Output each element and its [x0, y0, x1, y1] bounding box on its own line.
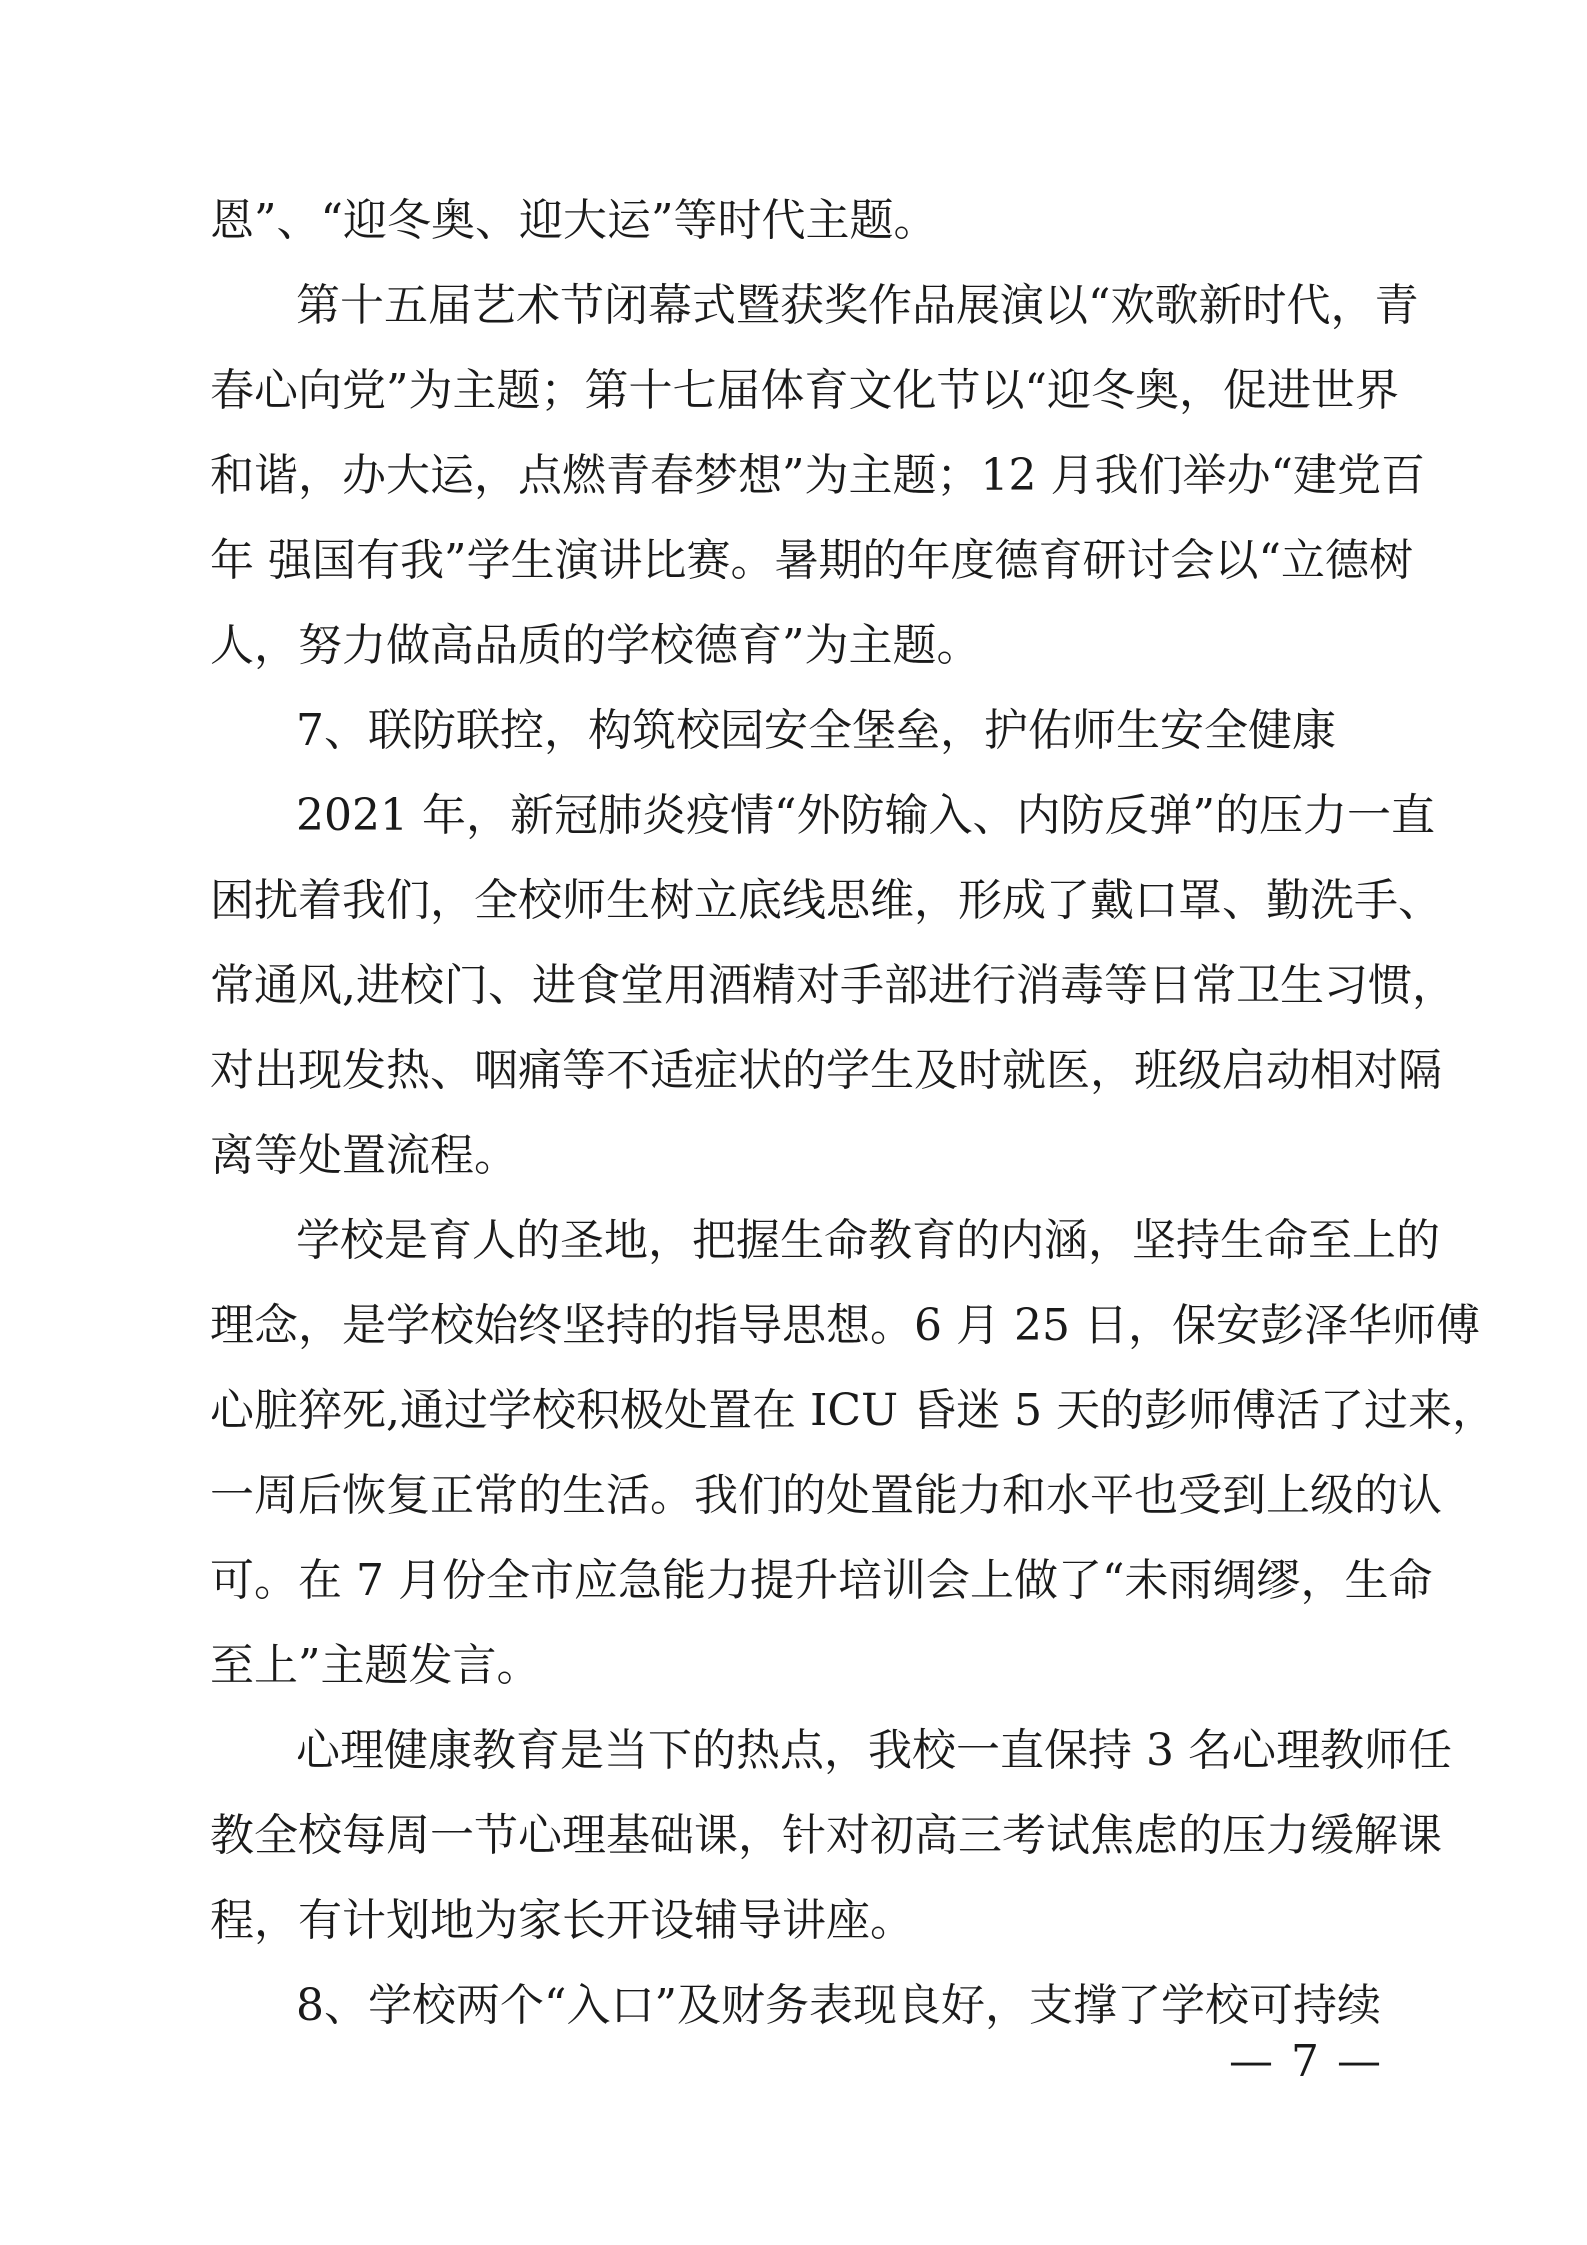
text-line: 和谐，办大运，点燃青春梦想”为主题；12 月我们举办“建党百	[210, 450, 1425, 501]
text-line: 程，有计划地为家长开设辅导讲座。	[210, 1895, 914, 1946]
paragraph-first-line: 心理健康教育是当下的热点，我校一直保持 3 名心理教师任	[296, 1725, 1452, 1776]
text-line: 一周后恢复正常的生活。我们的处置能力和水平也受到上级的认	[210, 1470, 1442, 1521]
page-number: — 7 —	[1229, 2036, 1383, 2087]
text-line: 恩”、“迎冬奥、迎大运”等时代主题。	[210, 195, 938, 246]
text-line: 可。在 7 月份全市应急能力提升培训会上做了“未雨绸缪，生命	[210, 1555, 1433, 1606]
text-line: 至上”主题发言。	[210, 1640, 541, 1691]
text-line: 春心向党”为主题；第十七届体育文化节以“迎冬奥，促进世界	[210, 365, 1399, 416]
text-line: 理念，是学校始终坚持的指导思想。6 月 25 日，保安彭泽华师傅	[210, 1300, 1480, 1351]
text-line: 离等处置流程。	[210, 1130, 518, 1181]
paragraph-first-line: 学校是育人的圣地，把握生命教育的内涵，坚持生命至上的	[296, 1215, 1440, 1266]
text-line: 教全校每周一节心理基础课，针对初高三考试焦虑的压力缓解课	[210, 1810, 1442, 1861]
paragraph-first-line: 第十五届艺术节闭幕式暨获奖作品展演以“欢歌新时代，青	[296, 280, 1419, 331]
section-heading: 8、学校两个“入口”及财务表现良好，支撑了学校可持续	[296, 1980, 1381, 2031]
text-line: 年 强国有我”学生演讲比赛。暑期的年度德育研讨会以“立德树	[210, 535, 1413, 586]
text-line: 对出现发热、咽痛等不适症状的学生及时就医，班级启动相对隔	[210, 1045, 1442, 1096]
paragraph-first-line: 2021 年，新冠肺炎疫情“外防输入、内防反弹”的压力一直	[296, 790, 1435, 841]
text-line: 常通风,进校门、进食堂用酒精对手部进行消毒等日常卫生习惯，	[210, 960, 1456, 1011]
section-heading: 7、联防联控，构筑校园安全堡垒，护佑师生安全健康	[296, 705, 1336, 756]
text-line: 心脏猝死,通过学校积极处置在 ICU 昏迷 5 天的彭师傅活了过来，	[210, 1385, 1497, 1436]
text-line: 困扰着我们，全校师生树立底线思维，形成了戴口罩、勤洗手、	[210, 875, 1442, 926]
text-line: 人，努力做高品质的学校德育”为主题。	[210, 620, 981, 671]
